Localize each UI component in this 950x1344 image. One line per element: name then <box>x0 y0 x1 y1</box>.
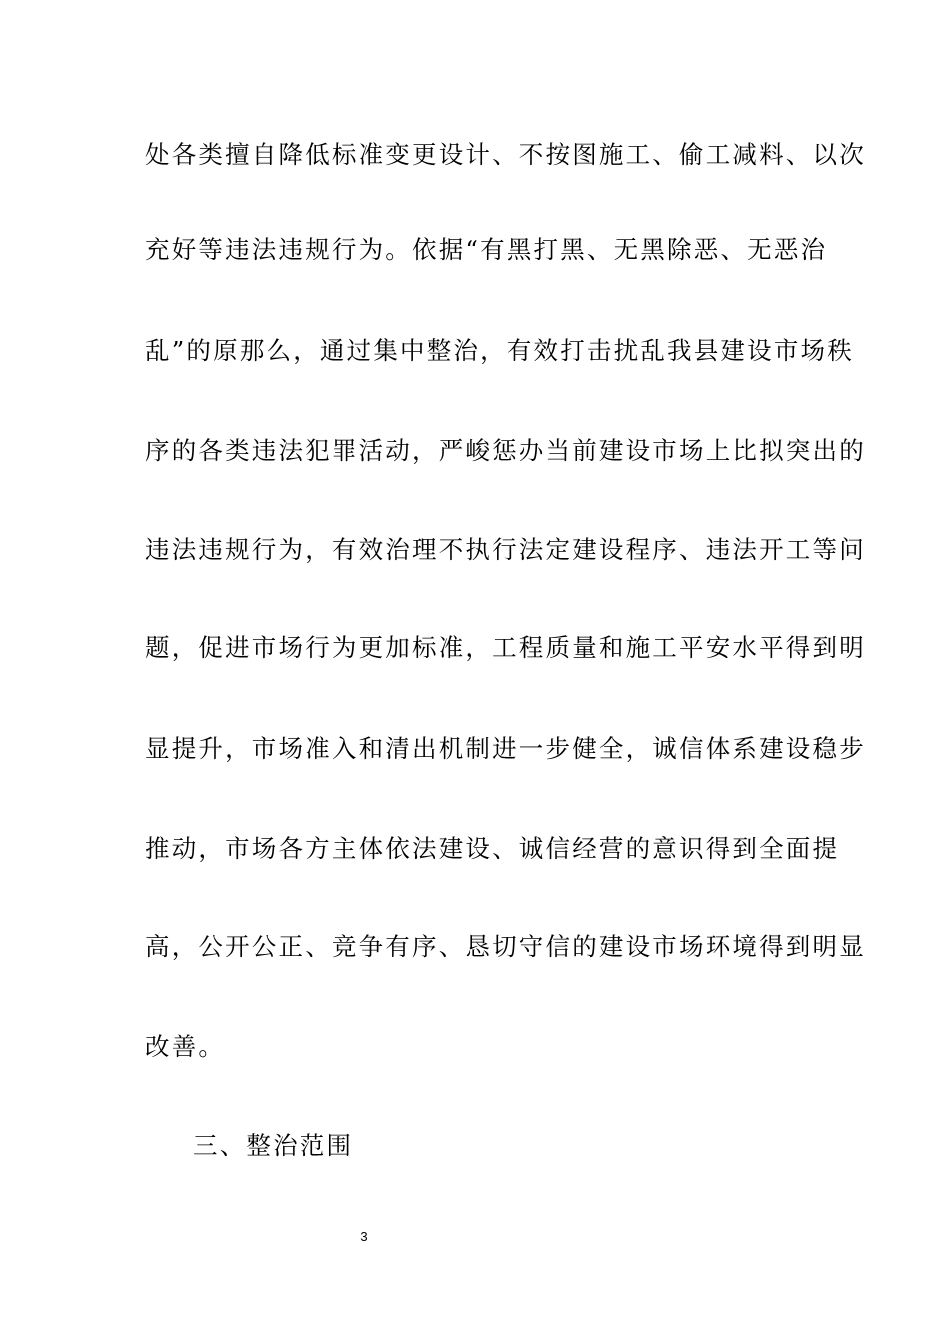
paragraph-line-4: 序的各类违法犯罪活动，严峻惩办当前建设市场上比拟突出的 <box>145 436 866 465</box>
paragraph-line-5: 违法违规行为，有效治理不执行法定建设程序、违法开工等问 <box>145 535 866 564</box>
page-number: 3 <box>360 1229 368 1244</box>
paragraph-line-2: 充好等违法违规行为。依据“有黑打黑、无黑除恶、无恶治 <box>145 235 828 264</box>
paragraph-line-1: 处各类擅自降低标准变更设计、不按图施工、偷工减料、以次 <box>145 140 866 169</box>
paragraph-line-6: 题，促进市场行为更加标准，工程质量和施工平安水平得到明 <box>145 633 866 662</box>
paragraph-line-9: 高，公开公正、竞争有序、恳切守信的建设市场环境得到明显 <box>145 932 866 961</box>
paragraph-line-8: 推动，市场各方主体依法建设、诚信经营的意识得到全面提 <box>145 834 840 863</box>
paragraph-line-10: 改善。 <box>145 1032 226 1061</box>
paragraph-line-3: 乱”的原那么，通过集中整治，有效打击扰乱我县建设市场秩 <box>145 336 854 365</box>
paragraph-line-7: 显提升，市场准入和清出机制进一步健全，诚信体系建设稳步 <box>145 734 866 763</box>
section-heading: 三、整治范围 <box>193 1131 354 1160</box>
